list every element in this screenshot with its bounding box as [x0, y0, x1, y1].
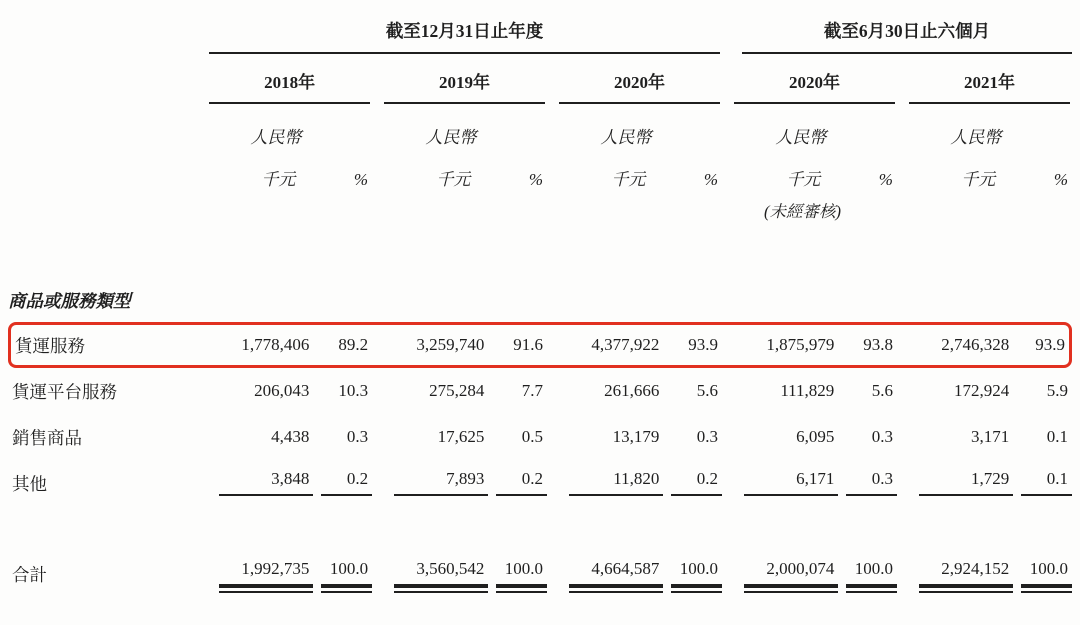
- amount-cell: 11,820: [569, 470, 663, 497]
- year-2018: 2018年: [209, 68, 370, 104]
- amount-cell: 3,259,740: [416, 334, 485, 354]
- total-amount-cell: 2,000,074: [744, 560, 838, 589]
- total-amount-cell: 3,560,542: [394, 560, 488, 589]
- amount-cell: 6,095: [796, 426, 835, 446]
- percent-cell: 0.3: [846, 470, 897, 497]
- percent-cell: 5.6: [871, 380, 893, 400]
- total-amount-cell: 2,924,152: [919, 560, 1013, 589]
- amount-cell: 3,171: [971, 426, 1010, 446]
- year-2019: 2019年: [384, 68, 545, 104]
- amount-cell: 17,625: [437, 426, 485, 446]
- percent-cell: 10.3: [338, 380, 369, 400]
- percent-cell: 91.6: [513, 334, 544, 354]
- row-label: 其他: [12, 473, 47, 494]
- percent-cell: 5.9: [1046, 380, 1068, 400]
- row-label: 銷售商品: [12, 427, 82, 448]
- section-header-row: [8, 278, 1072, 322]
- amount-cell: 1,729: [919, 470, 1013, 497]
- percent-cell: 0.2: [321, 470, 372, 497]
- amount-cell: 261,666: [604, 380, 660, 400]
- percent-cell: 93.9: [1035, 334, 1065, 354]
- currency-label: 人民幣: [425, 128, 477, 148]
- percent-cell: 0.1: [1021, 470, 1072, 497]
- currency-label: 人民幣: [250, 128, 302, 148]
- percent-cell: 0.1: [1046, 426, 1068, 446]
- total-amount-cell: 1,992,735: [219, 560, 313, 589]
- percent-cell: 0.2: [496, 470, 547, 497]
- percent-cell: 93.9: [688, 334, 719, 354]
- total-percent-cell: 100.0: [846, 560, 897, 589]
- amount-cell: 111,829: [780, 380, 835, 400]
- row-freight-platform-services: [8, 368, 1072, 414]
- percent-cell: 0.3: [346, 426, 369, 446]
- section-header: 商品或服務類型: [8, 290, 131, 311]
- year-2021: 2021年: [909, 68, 1070, 104]
- amount-cell: 2,746,328: [941, 334, 1010, 354]
- year-2020-interim: 2020年: [734, 68, 895, 104]
- year-header-row: [8, 54, 1072, 104]
- amount-cell: 206,043: [254, 380, 310, 400]
- row-freight-services: [8, 322, 1072, 368]
- amount-cell: 3,848: [219, 470, 313, 497]
- currency-label: 人民幣: [600, 128, 652, 148]
- amount-cell: 4,438: [271, 426, 310, 446]
- percent-cell: 93.8: [863, 334, 893, 354]
- percent-cell: 0.3: [696, 426, 719, 446]
- unaudited-note-row: [8, 190, 1072, 230]
- percent-label: %: [703, 170, 719, 190]
- percent-cell: 5.6: [696, 380, 719, 400]
- amount-cell: 1,778,406: [241, 334, 310, 354]
- total-percent-cell: 100.0: [1021, 560, 1072, 589]
- spacer-row: [8, 506, 1072, 548]
- amount-cell: 275,284: [429, 380, 485, 400]
- row-label: 貨運平台服務: [12, 381, 117, 402]
- unit-label: 千元: [786, 170, 821, 190]
- unit-label: 千元: [611, 170, 646, 190]
- percent-cell: 0.3: [871, 426, 893, 446]
- period-group-interim: 截至6月30日止六個月: [742, 18, 1072, 54]
- period-group-header-row: [8, 8, 1072, 54]
- unaudited-note: (未經審核): [764, 202, 842, 221]
- amount-cell: 4,377,922: [591, 334, 660, 354]
- spacer-row: [8, 230, 1072, 278]
- percent-label: %: [528, 170, 544, 190]
- percent-label: %: [353, 170, 369, 190]
- percent-cell: 89.2: [338, 334, 369, 354]
- total-amount-cell: 4,664,587: [569, 560, 663, 589]
- row-label: 貨運服務: [8, 322, 197, 368]
- percent-label: %: [1053, 170, 1068, 190]
- unit-label: 千元: [436, 170, 471, 190]
- unit-label: 千元: [261, 170, 296, 190]
- amount-cell: 13,179: [612, 426, 660, 446]
- amount-cell: 7,893: [394, 470, 488, 497]
- percent-cell: 0.2: [671, 470, 722, 497]
- period-group-annual: 截至12月31日止年度: [209, 18, 720, 54]
- currency-header-row: [8, 104, 1072, 148]
- amount-cell: 172,924: [954, 380, 1010, 400]
- row-sales-of-goods: [8, 414, 1072, 460]
- row-others: [8, 460, 1072, 506]
- amount-cell: 1,875,979: [766, 334, 835, 354]
- revenue-by-service-type-table: [8, 8, 1072, 600]
- row-total: [8, 548, 1072, 600]
- unit-label: 千元: [961, 170, 996, 190]
- amount-cell: 6,171: [744, 470, 838, 497]
- unit-header-row: [8, 148, 1072, 190]
- total-percent-cell: 100.0: [496, 560, 547, 589]
- year-2020: 2020年: [559, 68, 720, 104]
- percent-cell: 7.7: [521, 380, 544, 400]
- percent-label: %: [878, 170, 893, 190]
- percent-cell: 0.5: [521, 426, 544, 446]
- total-percent-cell: 100.0: [671, 560, 722, 589]
- total-label: 合計: [12, 564, 47, 585]
- empty-corner-cell: [8, 8, 197, 54]
- currency-label: 人民幣: [950, 128, 1002, 148]
- total-percent-cell: 100.0: [321, 560, 372, 589]
- currency-label: 人民幣: [775, 128, 827, 148]
